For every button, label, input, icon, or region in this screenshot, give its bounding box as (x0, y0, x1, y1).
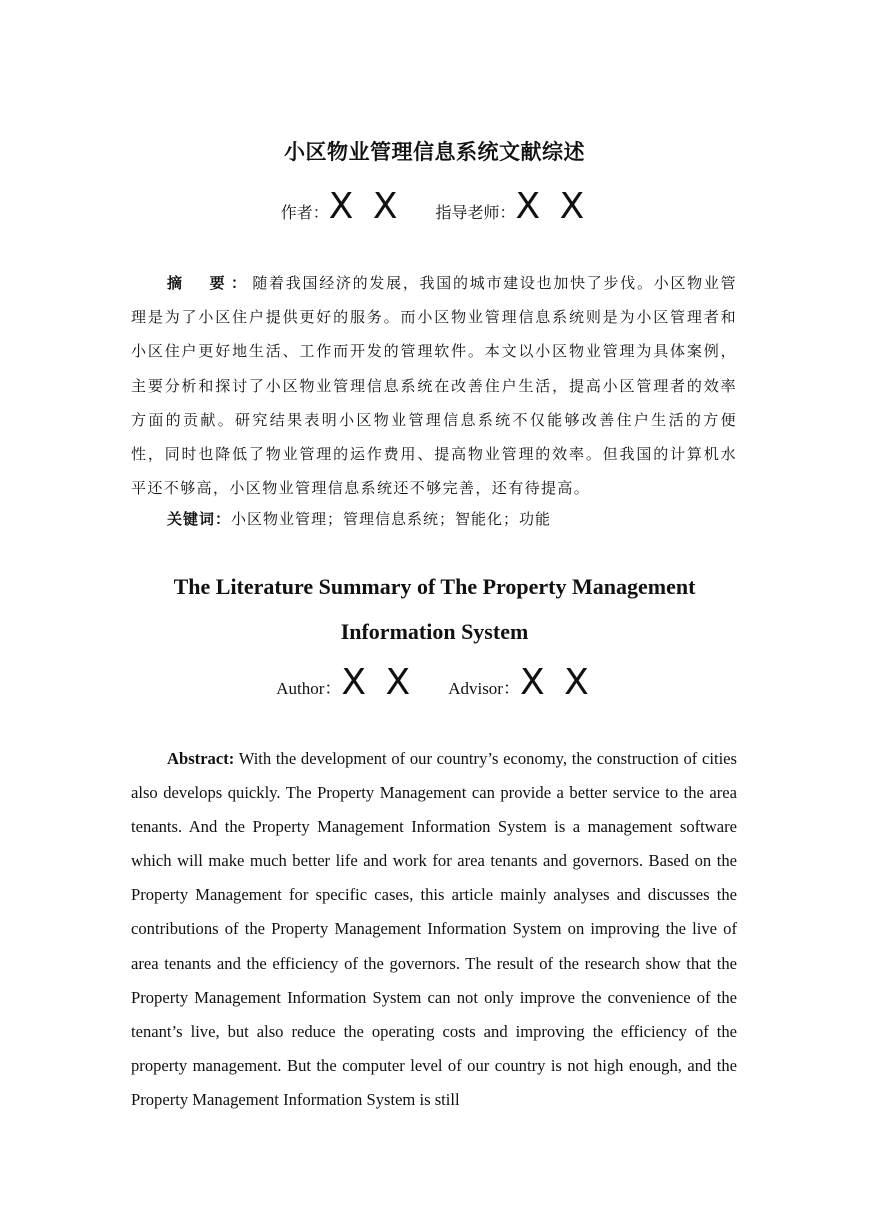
advisor-label: 指导老师： (435, 203, 516, 222)
english-author-label: Author： (276, 679, 342, 698)
chinese-abstract-heading: 摘 要： (167, 274, 253, 292)
english-abstract-text: With the development of our country’s economy, the construction of cities also develops quickly. The Property Management can provide a better service to the area tenants. And the Property Management Information System is a management software which will make much better life and work for area tenants and governors. Based on the Property Management for specific cases, this article mainly analyses and discusses the contributions of the Property Management Information System on improving the live of area tenants and the efficiency of the governors. The result of the research show that the Property Management Information System can not only improve the convenience of the tenant’s live, but also reduce the operating costs and improving the efficiency of the property management. But the computer level of our country is not high enough, and the Property Management Information System is still (131, 749, 738, 1109)
english-byline (0, 662, 869, 703)
english-advisor-label: Advisor： (448, 679, 520, 698)
english-abstract-heading: Abstract: (167, 749, 235, 768)
english-abstract (131, 742, 737, 1117)
chinese-keywords (131, 504, 737, 534)
chinese-byline (0, 186, 869, 227)
english-title: The Literature Summary of The Property Management Information System (173, 574, 696, 644)
chinese-abstract-text: 随着我国经济的发展，我国的城市建设也加快了步伐。小区物业管理是为了小区住户提供更好的服务。而小区物业管理信息系统则是为小区管理者和小区住户更好地生活、工作而开发的管理软件。本文以小区物业管理为具体案例，主要分析和探讨了小区物业管理信息系统在改善住户生活，提高小区管理者的效率方面的贡献。研究结果表明小区物业管理信息系统不仅能够改善住户生活的方便性，同时也降低了物业管理的运作费用、提高物业管理的效率。但我国的计算机水平还不够高，小区物业管理信息系统还不够完善，还有待提高。 (131, 274, 737, 498)
english-author-name: X X (341, 662, 415, 703)
english-advisor-name: X X (519, 662, 593, 703)
chinese-title: 小区物业管理信息系统文献综述 (284, 140, 585, 164)
chinese-keywords-heading: 关键词： (167, 510, 232, 528)
advisor-name: X X (515, 186, 589, 227)
author-name: X X (328, 186, 402, 227)
chinese-abstract (131, 266, 737, 505)
chinese-keywords-text: 小区物业管理；管理信息系统；智能化；功能 (231, 510, 552, 528)
author-label: 作者： (280, 203, 329, 222)
